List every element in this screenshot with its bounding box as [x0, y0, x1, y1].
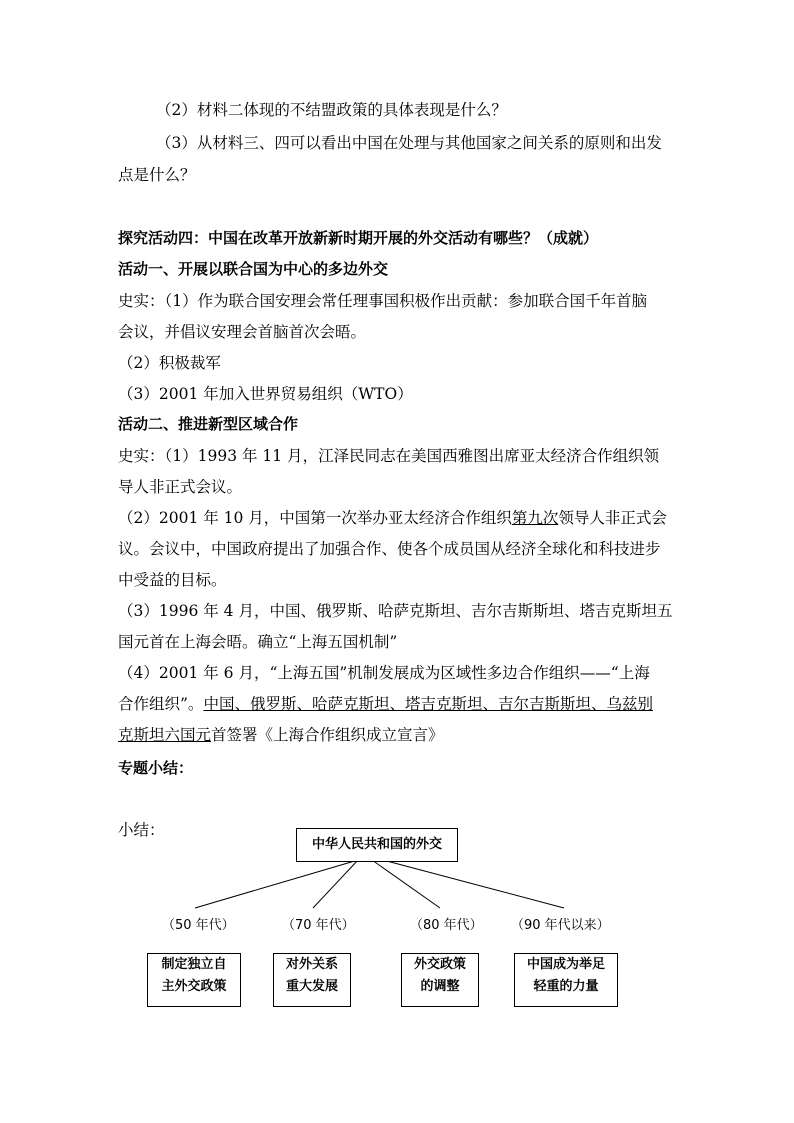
activity1-fact3: （3）2001 年加入世界贸易组织（WTO） [118, 385, 413, 403]
activity2-fact2-line3: 中受益的目标。 [118, 571, 227, 589]
connector-90s [383, 860, 564, 908]
box-90s-line1: 中国成为举足 [526, 957, 605, 972]
fact4-text-a: 合作组织”。 [118, 695, 204, 713]
box-90s-line2: 轻重的力量 [533, 979, 599, 994]
activity2-fact2-line2: 议。会议中，中国政府提出了加强合作、使各个成员国从经济全球化和科技进步 [118, 540, 661, 558]
box-50s [147, 953, 241, 1007]
connector-80s [372, 860, 440, 908]
fact4-text-b: 首签署《上海合作组织成立宣言》 [211, 726, 444, 744]
era-label-90s: （90 年代以来） [511, 918, 610, 933]
fact2-text-a: （2）2001 年 10 月，中国第一次举办亚太经济合作组织 [118, 509, 512, 527]
box-50s-line1: 制定独立自 [161, 957, 227, 972]
fact4-underlined-2: 克斯坦六国元 [118, 726, 212, 744]
activity2-fact3-line1: （3）1996 年 4 月，中国、俄罗斯、哈萨克斯坦、吉尔吉斯斯坦、塔吉克斯坦五 [118, 602, 673, 620]
era-label-50s: （50 年代） [162, 918, 235, 933]
box-50s-line2: 主外交政策 [161, 979, 227, 994]
activity2-fact4-line1: （4）2001 年 6 月，“上海五国”机制发展成为区域性多边合作组织——“上海 [118, 664, 650, 682]
box-70s-line2: 重大发展 [285, 979, 338, 994]
activity1-fact1-line1: 史实：（1）作为联合国安理会常任理事国积极作出贡献：参加联合国千年首脑 [118, 292, 648, 310]
fact4-underlined: 中国、俄罗斯、哈萨克斯坦、塔吉克斯坦、吉尔吉斯斯坦、乌兹别 [203, 695, 653, 713]
box-80s-line1: 外交政策 [413, 957, 466, 972]
activity2-title: 活动二、推进新型区域合作 [118, 415, 299, 433]
fact2-underlined: 第九次 [511, 509, 559, 527]
activity2-fact1-line2: 导人非正式会议。 [118, 478, 243, 496]
summary-heading: 专题小结： [118, 759, 194, 777]
activity1-title: 活动一、开展以联合国为中心的多边外交 [118, 260, 389, 278]
box-70s [273, 953, 351, 1007]
box-80s [401, 953, 479, 1007]
question-3-line2: 点是什么？ [118, 166, 196, 184]
box-80s-line2: 的调整 [420, 979, 460, 994]
question-3-line1: （3）从材料三、四可以看出中国在处理与其他国家之间关系的原则和出发 [156, 134, 662, 152]
summary-label: 小结： [118, 821, 165, 839]
diagram-root-box: 中华人民共和国的外交 [296, 828, 458, 862]
connector-50s [195, 860, 358, 908]
activity2-fact3-line2: 国元首在上海会晤。确立“上海五国机制” [118, 633, 398, 651]
section-heading: 探究活动四：中国在改革开放新新时期开展的外交活动有哪些？（成就） [118, 229, 599, 247]
box-90s [514, 953, 618, 1007]
activity1-fact2: （2）积极裁军 [118, 354, 221, 372]
activity1-fact1-line2: 会议，并倡议安理会首脑首次会晤。 [118, 323, 367, 341]
box-70s-line1: 对外关系 [285, 957, 338, 972]
fact2-text-b: 领导人非正式会 [558, 509, 667, 527]
activity2-fact1-line1: 史实：（1）1993 年 11 月，江泽民同志在美国西雅图出席亚太经济合作组织领 [118, 447, 660, 465]
question-2: （2）材料二体现的不结盟政策的具体表现是什么？ [156, 101, 507, 119]
era-label-80s: （80 年代） [410, 918, 483, 933]
era-label-70s: （70 年代） [282, 918, 355, 933]
connector-70s [313, 860, 358, 908]
